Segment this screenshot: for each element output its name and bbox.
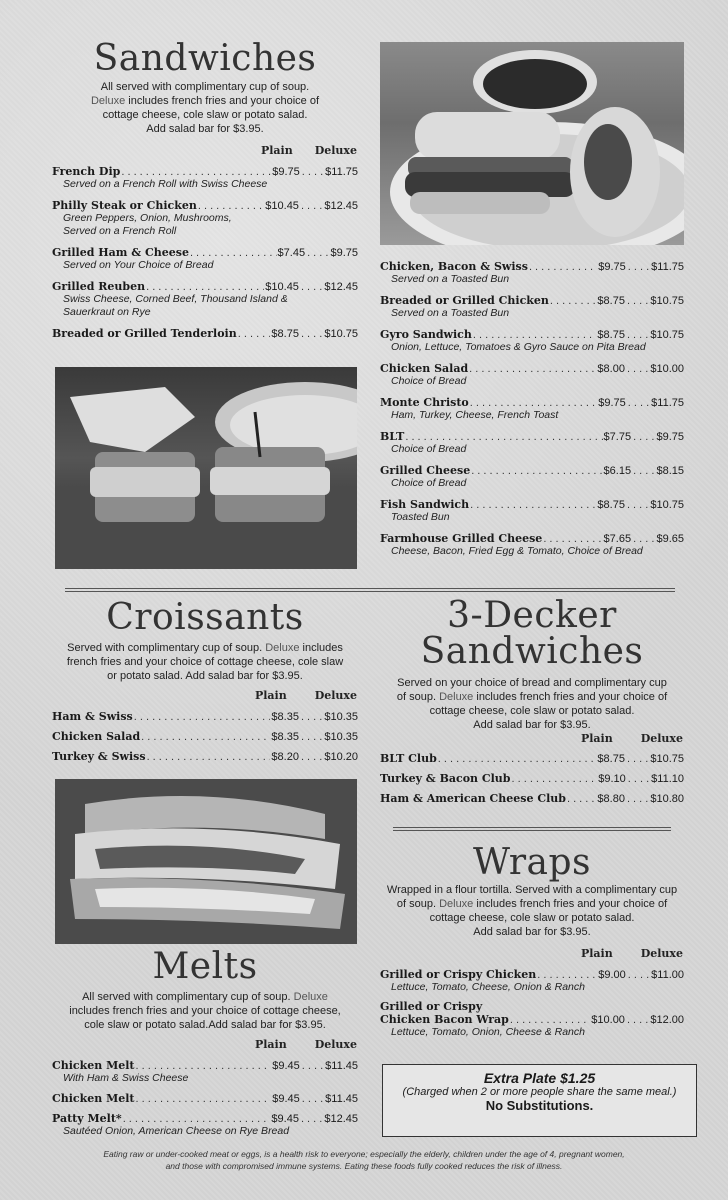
leader-dots: . . . . (626, 499, 649, 511)
menu-item (52, 730, 358, 743)
sandwiches-description (52, 80, 358, 136)
decker-section (380, 595, 684, 812)
leader-dots: . . . . (300, 751, 323, 763)
menu-item-name: Monte Christo (380, 396, 469, 409)
menu-item (52, 199, 358, 238)
deluxe-price: $11.00 (651, 969, 684, 981)
menu-item-description: Toasted Bun (391, 511, 450, 523)
desc-line: Wrapped in a flour tortilla. Served with a complimentary cup (386, 884, 678, 896)
decker-title-line: Sandwiches (420, 631, 644, 672)
menu-item-name: Grilled Ham & Cheese (52, 246, 189, 259)
deluxe-header: Deluxe (640, 732, 683, 745)
menu-item (52, 1059, 358, 1085)
desc-line: Add salad bar for $3.95. (473, 719, 591, 731)
leader-dots (543, 533, 602, 545)
deluxe-price: $11.45 (325, 1093, 358, 1105)
plain-header: Plain (580, 732, 613, 745)
menu-item-description: Choice of Bread (391, 443, 467, 455)
leader-dots (147, 751, 271, 763)
menu-item (52, 280, 358, 319)
menu-item (380, 772, 684, 785)
sandwiches-title: Sandwiches (93, 38, 317, 79)
leader-dots (470, 499, 596, 511)
price-header (52, 689, 358, 702)
menu-item-description: Ham, Turkey, Cheese, French Toast (391, 409, 559, 421)
desc-line: cottage cheese, cole slaw or potato salad. (102, 109, 308, 121)
plain-header: Plain (260, 144, 293, 157)
leader-dots (405, 431, 602, 443)
menu-item-name: French Dip (52, 165, 121, 178)
deluxe-word: Deluxe (265, 642, 300, 654)
decker-list (380, 752, 684, 805)
desc-text: of soup. (396, 898, 440, 910)
sandwiches-right-section (380, 260, 684, 566)
melts-description (52, 990, 358, 1032)
plain-price: $7.45 (277, 247, 306, 259)
menu-item (380, 362, 684, 388)
plain-price: $9.45 (272, 1060, 300, 1072)
croissants-section (52, 597, 358, 770)
leader-dots (134, 711, 271, 723)
deluxe-price: $12.00 (650, 1014, 684, 1026)
plain-price: $8.20 (271, 751, 299, 763)
leader-dots (198, 200, 264, 212)
desc-line (52, 94, 358, 108)
leader-dots: . . . . (627, 969, 650, 981)
menu-item (380, 532, 684, 558)
menu-item-description: Swiss Cheese, Corned Beef, Thousand Island & (63, 293, 288, 305)
plain-header: Plain (254, 1038, 287, 1051)
leader-dots: . . . . (633, 431, 655, 443)
deluxe-header: Deluxe (314, 144, 357, 157)
deluxe-price: $10.35 (324, 731, 358, 743)
leader-dots: . . . . (301, 166, 324, 178)
leader-dots: . . . . (633, 533, 655, 545)
menu-item-name: BLT Club (380, 752, 437, 765)
menu-item-description: Served on a Toasted Bun (391, 307, 510, 319)
deluxe-header: Deluxe (314, 1038, 357, 1051)
menu-item (380, 752, 684, 765)
deluxe-price: $10.80 (650, 793, 684, 805)
deluxe-word: Deluxe (439, 898, 474, 910)
deluxe-price: $10.75 (650, 295, 684, 307)
menu-item (52, 750, 358, 763)
leader-dots (511, 773, 597, 785)
plain-price: $8.75 (597, 753, 625, 765)
extra-plate-box (382, 1064, 697, 1137)
croissants-description (52, 641, 358, 683)
plain-price: $8.35 (271, 711, 299, 723)
deluxe-price: $12.45 (324, 281, 358, 293)
reuben-photo (55, 367, 357, 569)
leader-dots: . . . . (300, 711, 323, 723)
melt-image (55, 779, 357, 944)
menu-item-description: Served on a French Roll with Swiss Cheese (63, 178, 268, 190)
menu-item (52, 327, 358, 340)
menu-item-row (52, 199, 358, 212)
plain-header: Plain (254, 689, 287, 702)
leader-dots (473, 329, 597, 341)
menu-item (380, 430, 684, 456)
leader-dots (146, 281, 264, 293)
desc-text: includes (299, 642, 343, 654)
health-warning (40, 1148, 688, 1172)
leader-dots (567, 793, 596, 805)
menu-item-name: Grilled or Crispy (380, 1000, 483, 1013)
leader-dots: . . . . (626, 1014, 649, 1026)
plain-price: $9.45 (272, 1093, 300, 1105)
plain-price: $7.75 (603, 431, 632, 443)
leader-dots: . . . . (300, 731, 323, 743)
leader-dots: . . . . (627, 261, 650, 273)
menu-item (52, 710, 358, 723)
wraps-section (380, 843, 684, 1045)
desc-text: Served with complimentary cup of soup. (67, 642, 266, 654)
desc-text: All served with complimentary cup of soup. (82, 991, 294, 1003)
deluxe-price: $10.00 (650, 363, 684, 375)
menu-item (380, 396, 684, 422)
no-substitutions: No Substitutions. (485, 1098, 594, 1113)
leader-dots: . . . . (300, 328, 323, 340)
menu-item-row (380, 772, 684, 785)
menu-item-row (52, 1059, 358, 1072)
menu-item-description: Served on Your Choice of Bread (63, 259, 214, 271)
menu-item-row (52, 327, 358, 340)
menu-item (380, 792, 684, 805)
menu-item-name: BLT (380, 430, 405, 443)
plain-price: $9.75 (598, 261, 626, 273)
leader-dots: . . . . (300, 1113, 323, 1125)
leader-dots (550, 295, 597, 307)
price-header (52, 144, 358, 157)
menu-item-row (380, 464, 684, 477)
leader-dots (190, 247, 277, 259)
desc-line: french fries and your choice of cottage cheese, cole slaw (66, 656, 344, 668)
menu-item-row (380, 532, 684, 545)
menu-item-name: Chicken Bacon Wrap (380, 1013, 509, 1026)
leader-dots: . . . . (626, 363, 649, 375)
plain-price: $6.15 (603, 465, 632, 477)
deluxe-price: $12.45 (324, 200, 358, 212)
leader-dots: . . . . (627, 397, 650, 409)
menu-item (52, 165, 358, 191)
menu-item-description: Choice of Bread (391, 477, 467, 489)
leader-dots: . . . . (627, 773, 650, 785)
desc-line (52, 641, 358, 655)
desc-line: cottage cheese, cole slaw or potato salad. (429, 705, 635, 717)
section-divider (393, 827, 671, 831)
menu-item-row (380, 752, 684, 765)
desc-text: of soup. (396, 691, 440, 703)
sandwiches-section (52, 38, 358, 348)
plain-price: $9.75 (272, 166, 300, 178)
menu-item-row (52, 280, 358, 293)
price-header (52, 1038, 358, 1051)
leader-dots (471, 465, 602, 477)
leader-dots: . . . . (307, 247, 329, 259)
menu-item-name: Ham & Swiss (52, 710, 133, 723)
deluxe-price: $10.75 (650, 753, 684, 765)
extra-plate-title: Extra Plate $1.25 (483, 1070, 596, 1086)
french-dip-image (380, 42, 684, 245)
sandwiches-left-list (52, 165, 358, 340)
menu-item-row (52, 246, 358, 259)
menu-item-name: Philly Steak or Chicken (52, 199, 197, 212)
deluxe-price: $10.35 (324, 711, 358, 723)
wraps-title: Wraps (472, 842, 592, 883)
desc-line: Add salad bar for $3.95. (146, 123, 264, 135)
menu-item (380, 498, 684, 524)
menu-item-name: Fish Sandwich (380, 498, 470, 511)
plain-price: $7.65 (603, 533, 632, 545)
deluxe-price: $12.45 (324, 1113, 358, 1125)
croissants-list (52, 710, 358, 763)
menu-item-row (52, 750, 358, 763)
price-header (380, 732, 684, 745)
menu-item-row (380, 362, 684, 375)
deluxe-price: $11.45 (325, 1060, 358, 1072)
deluxe-price: $9.75 (330, 247, 358, 259)
leader-dots (510, 1014, 590, 1026)
deluxe-header: Deluxe (314, 689, 357, 702)
desc-text: includes french fries and your choice of (473, 898, 668, 910)
plain-price: $9.45 (271, 1113, 299, 1125)
menu-item-description: Lettuce, Tomato, Onion, Cheese & Ranch (391, 1026, 585, 1038)
deluxe-header: Deluxe (640, 947, 683, 960)
leader-dots (537, 969, 597, 981)
menu-item-description: Cheese, Bacon, Fried Egg & Tomato, Choice of Bread (391, 545, 643, 557)
menu-item-name: Gyro Sandwich (380, 328, 472, 341)
desc-line: includes french fries and your choice of cottage cheese, (69, 1005, 341, 1017)
menu-item (380, 260, 684, 286)
menu-item-row (52, 730, 358, 743)
menu-item-name: Chicken Melt (52, 1092, 135, 1105)
desc-text: includes french fries and your choice of (125, 95, 320, 107)
plain-price: $8.35 (271, 731, 299, 743)
menu-item-row (380, 430, 684, 443)
menu-item-description: Served on a Toasted Bun (391, 273, 510, 285)
leader-dots: . . . . (301, 1093, 324, 1105)
extra-plate-note: (Charged when 2 or more people share the same meal.) (402, 1086, 677, 1098)
menu-item (52, 1092, 358, 1105)
plain-price: $8.80 (597, 793, 625, 805)
menu-item-row (52, 710, 358, 723)
desc-line (380, 690, 684, 704)
menu-item-name: Chicken, Bacon & Swiss (380, 260, 528, 273)
plain-price: $9.00 (598, 969, 626, 981)
leader-dots (529, 261, 597, 273)
plain-price: $8.75 (597, 329, 625, 341)
deluxe-price: $10.20 (324, 751, 358, 763)
menu-item (52, 246, 358, 272)
melts-title: Melts (152, 946, 258, 987)
desc-line: All served with complimentary cup of soup. (100, 81, 310, 93)
section-divider (65, 588, 675, 592)
plain-price: $8.75 (597, 499, 625, 511)
deluxe-word: Deluxe (90, 95, 126, 107)
leader-dots: . . . . (300, 200, 323, 212)
deluxe-price: $9.75 (656, 431, 684, 443)
plain-price: $10.00 (591, 1014, 625, 1026)
decker-title-line: 3-Decker (447, 595, 617, 636)
french-dip-photo (380, 42, 684, 245)
deluxe-price: $11.75 (651, 397, 684, 409)
desc-line: or potato salad. Add salad bar for $3.95. (107, 670, 303, 682)
health-warning-line: Eating raw or under-cooked meat or eggs, is a health risk to everyone; especially the elderly, children under the age of 4, pregnant women, (103, 1149, 625, 1159)
price-header (380, 947, 684, 960)
menu-item-description: Choice of Bread (391, 375, 467, 387)
deluxe-price: $9.65 (656, 533, 684, 545)
melts-section (52, 946, 358, 1145)
menu-item-name: Chicken Salad (380, 362, 469, 375)
reuben-image (55, 367, 357, 569)
menu-item-description: With Ham & Swiss Cheese (63, 1072, 189, 1084)
plain-price: $10.45 (265, 200, 299, 212)
leader-dots (469, 363, 596, 375)
menu-item-name: Ham & American Cheese Club (380, 792, 566, 805)
plain-price: $10.45 (265, 281, 299, 293)
plain-price: $9.75 (598, 397, 626, 409)
plain-price: $8.75 (271, 328, 299, 340)
menu-item-name: Turkey & Swiss (52, 750, 146, 763)
menu-item (52, 1112, 358, 1138)
deluxe-price: $8.15 (656, 465, 684, 477)
sandwiches-right-list (380, 260, 684, 558)
menu-item-name: Breaded or Grilled Chicken (380, 294, 549, 307)
leader-dots: . . . . (626, 295, 649, 307)
decker-description (380, 676, 684, 732)
desc-line: cottage cheese, cole slaw or potato salad. (429, 912, 635, 924)
menu-item-row (380, 260, 684, 273)
menu-item-row (380, 792, 684, 805)
leader-dots (470, 397, 597, 409)
deluxe-price: $11.10 (651, 773, 684, 785)
menu-item-row (380, 328, 684, 341)
menu-item-row (380, 294, 684, 307)
menu-item-row (380, 1013, 684, 1026)
leader-dots (136, 1093, 272, 1105)
melts-list (52, 1059, 358, 1138)
menu-item-name: Farmhouse Grilled Cheese (380, 532, 543, 545)
deluxe-price: $10.75 (324, 328, 358, 340)
plain-price: $8.75 (597, 295, 625, 307)
menu-item-name: Patty Melt* (52, 1112, 122, 1125)
menu-item-description: Lettuce, Tomato, Cheese, Onion & Ranch (391, 981, 585, 993)
menu-item-name: Grilled or Crispy Chicken (380, 968, 537, 981)
deluxe-word: Deluxe (293, 991, 328, 1003)
menu-item-row (52, 1092, 358, 1105)
menu-item-description: Green Peppers, Onion, Mushrooms, (63, 212, 232, 224)
plain-price: $8.00 (597, 363, 625, 375)
menu-item-name: Turkey & Bacon Club (380, 772, 511, 785)
leader-dots (238, 328, 271, 340)
menu-item (380, 968, 684, 994)
desc-line (380, 897, 684, 911)
leader-dots (438, 753, 597, 765)
plain-price: $9.10 (598, 773, 626, 785)
leader-dots: . . . . (626, 329, 649, 341)
wraps-description (380, 883, 684, 939)
menu-item-row (52, 1112, 358, 1125)
menu-item-description: Sautéed Onion, American Cheese on Rye Bread (63, 1125, 290, 1137)
leader-dots (123, 1113, 271, 1125)
deluxe-price: $10.75 (650, 499, 684, 511)
desc-text: includes french fries and your choice of (473, 691, 668, 703)
deluxe-word: Deluxe (439, 691, 474, 703)
deluxe-price: $11.75 (325, 166, 358, 178)
menu-item-row (52, 165, 358, 178)
leader-dots (141, 731, 270, 743)
menu-item-name: Chicken Salad (52, 730, 141, 743)
desc-line: cole slaw or potato salad.Add salad bar for $3.95. (84, 1019, 326, 1031)
menu-item-name: Breaded or Grilled Tenderloin (52, 327, 237, 340)
decker-title (380, 595, 684, 672)
leader-dots: . . . . (626, 753, 649, 765)
plain-header: Plain (580, 947, 613, 960)
melt-photo (55, 779, 357, 944)
menu-item-row (380, 396, 684, 409)
health-warning-line: and those with compromised immune systems. Eating these foods fully cooked reduces the risk of illness. (165, 1161, 563, 1171)
desc-line: Served on your choice of bread and complimentary cup (397, 677, 667, 689)
leader-dots: . . . . (301, 1060, 324, 1072)
deluxe-price: $11.75 (651, 261, 684, 273)
menu-item (380, 294, 684, 320)
menu-item-name: Grilled Cheese (380, 464, 471, 477)
menu-item-description: Served on a French Roll (63, 225, 177, 237)
menu-item (380, 328, 684, 354)
leader-dots (121, 166, 271, 178)
croissants-title: Croissants (106, 597, 304, 638)
menu-item-description: Onion, Lettuce, Tomatoes & Gyro Sauce on Pita Bread (391, 341, 646, 353)
menu-item-description: Sauerkraut on Rye (63, 306, 151, 318)
leader-dots: . . . . (300, 281, 323, 293)
leader-dots: . . . . (633, 465, 655, 477)
menu-item (380, 464, 684, 490)
desc-line (52, 990, 358, 1004)
menu-item (380, 1000, 684, 1039)
menu-item-row (380, 498, 684, 511)
leader-dots (136, 1060, 272, 1072)
menu-item-name: Grilled Reuben (52, 280, 146, 293)
leader-dots: . . . . (626, 793, 649, 805)
menu-item-name: Chicken Melt (52, 1059, 135, 1072)
desc-line: Add salad bar for $3.95. (473, 926, 591, 938)
menu-item-row (380, 968, 684, 981)
deluxe-price: $10.75 (650, 329, 684, 341)
